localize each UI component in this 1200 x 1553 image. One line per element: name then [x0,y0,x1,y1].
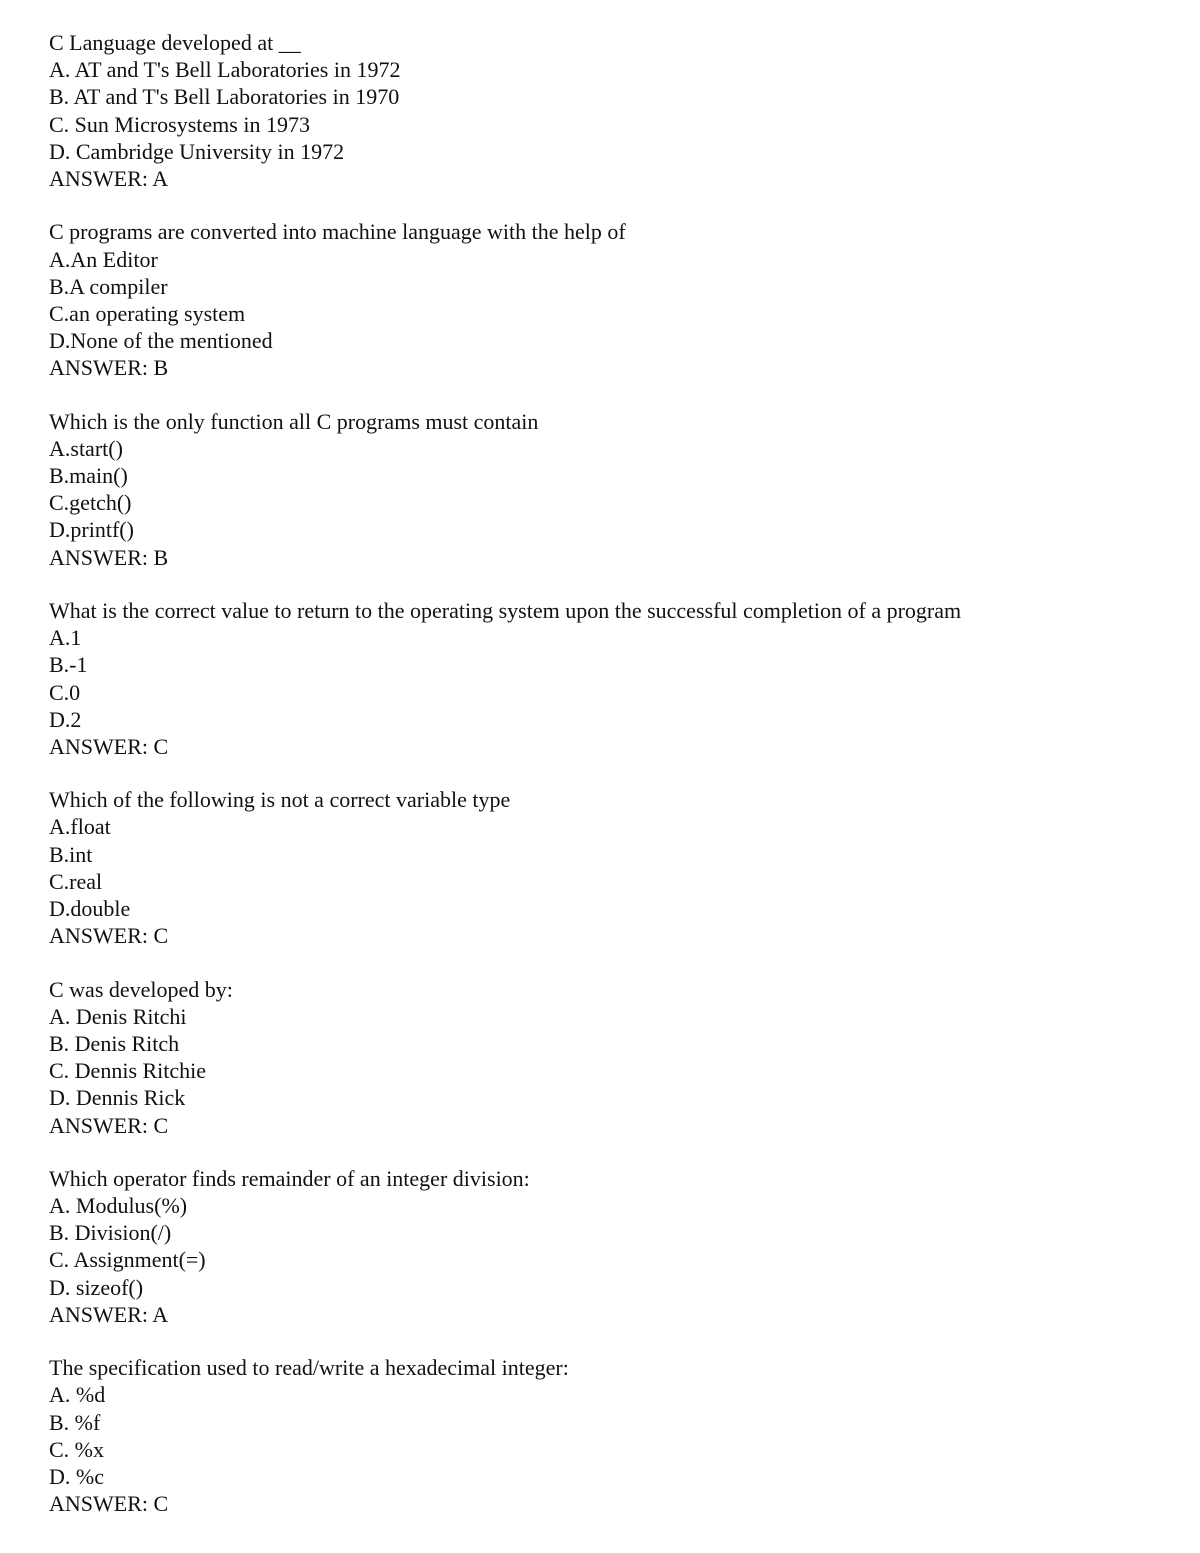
option-a: A.An Editor [49,246,158,272]
option-d: D. sizeof() [49,1274,144,1300]
option-b: B.A compiler [49,273,168,299]
question-text: What is the correct value to return to the operating system upon the successful completion of a program [49,597,962,623]
answer-text: ANSWER: B [49,355,169,381]
option-b: B. %f [49,1409,101,1435]
option-d: D.double [49,896,131,921]
question-block [49,1165,1169,1328]
question-text: Which is the only function all C programs must contain [49,408,539,434]
option-b: B. Denis Ritch [49,1030,180,1056]
option-c: C.real [49,868,103,894]
option-d: D. Cambridge University in 1972 [49,138,345,164]
option-d: D.None of the mentioned [49,328,273,354]
option-c: C. Sun Microsystems in 1973 [49,111,310,137]
question-text: C programs are converted into machine language with the help of [49,219,626,245]
option-a: A.1 [49,625,82,651]
answer-text: ANSWER: C [49,1491,169,1517]
answer-text: ANSWER: A [49,165,169,191]
answer-text: ANSWER: C [49,923,169,949]
question-block [49,597,1169,760]
option-b: B.-1 [49,652,88,678]
question-text: Which operator finds remainder of an integer division: [49,1165,530,1191]
option-c: C. Assignment(=) [49,1247,206,1273]
question-block [49,218,1169,381]
option-c: C.0 [49,679,81,705]
option-b: B.int [49,841,93,867]
option-a: A. Modulus(%) [49,1193,188,1219]
option-a: A. Denis Ritchi [49,1003,187,1029]
option-b: B. Division(/) [49,1220,172,1246]
question-text: The specification used to read/write a hexadecimal integer: [49,1355,569,1381]
question-text: Which of the following is not a correct variable type [49,787,511,813]
question-block [49,976,1169,1139]
option-c: C. %x [49,1436,104,1462]
option-a: A. AT and T's Bell Laboratories in 1972 [49,57,401,83]
question-block [49,1354,1169,1517]
answer-text: ANSWER: C [49,1112,169,1138]
option-a: A.start() [49,435,123,461]
answer-text: ANSWER: C [49,733,169,759]
option-c: C.getch() [49,490,132,516]
question-block [49,786,1169,949]
option-d: D. %c [49,1463,104,1489]
option-d: D. Dennis Rick [49,1085,186,1111]
option-b: B.main() [49,463,128,488]
document-page [49,29,1169,1544]
option-a: A.float [49,814,111,840]
answer-text: ANSWER: A [49,1301,169,1327]
question-text: C Language developed at __ [49,30,301,55]
question-block [49,29,1169,192]
question-text: C was developed by: [49,976,233,1002]
option-d: D.2 [49,706,82,732]
option-a: A. %d [49,1382,106,1408]
answer-text: ANSWER: B [49,544,169,570]
question-block [49,408,1169,571]
option-d: D.printf() [49,517,134,543]
option-c: C.an operating system [49,300,246,326]
option-c: C. Dennis Ritchie [49,1058,207,1084]
option-b: B. AT and T's Bell Laboratories in 1970 [49,84,400,110]
